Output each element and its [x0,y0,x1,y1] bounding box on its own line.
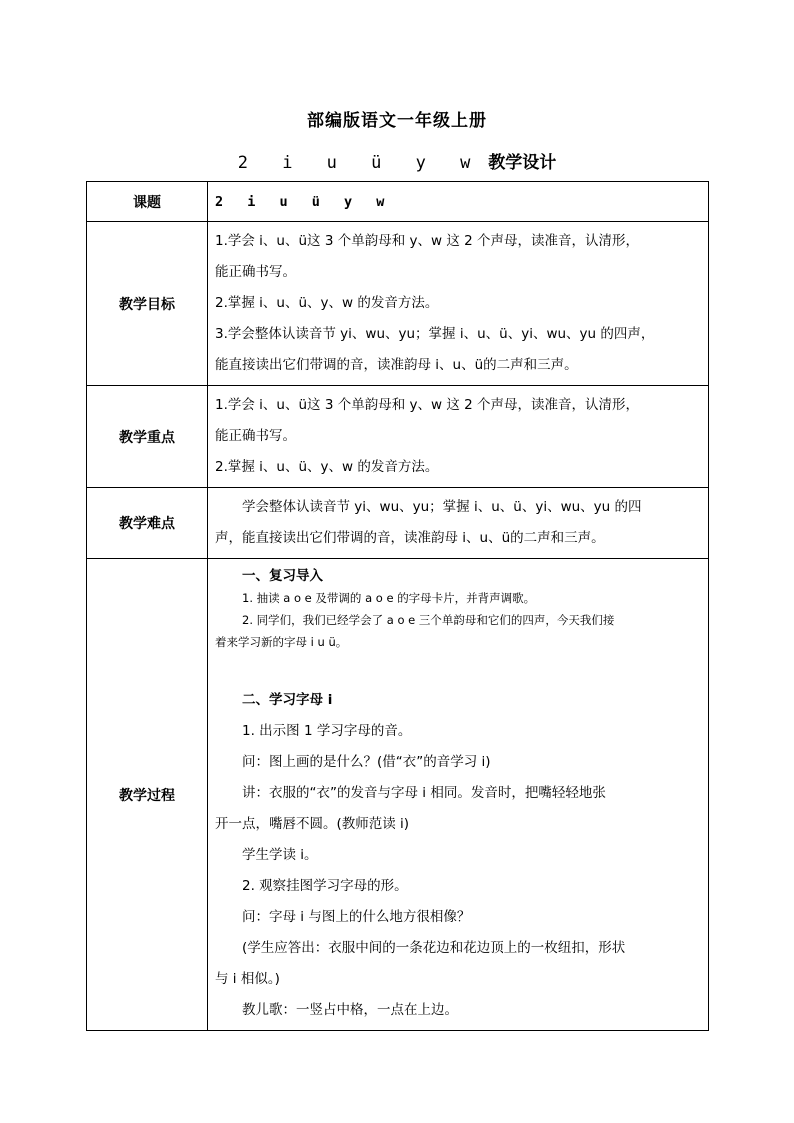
section-title: 二、学习字母 i [242,692,333,708]
process-line: 与 i 相似。) [215,971,280,987]
process-line: 讲：衣服的“衣”的发音与字母 i 相同。发音时，把嘴轻轻地张 [242,785,606,801]
process-line: 问：图上画的是什么？(借“衣”的音学习 i) [242,754,491,770]
label-difficulties: 教学难点 [87,488,208,559]
lesson-plan-table [86,181,709,1031]
value-difficulties [208,488,709,559]
process-line: 学生学读 i。 [242,847,318,863]
label-goals: 教学目标 [87,222,208,386]
label-key-points: 教学重点 [87,386,208,488]
value-process [208,559,709,1031]
row-goals [87,222,709,386]
process-line: 教儿歌：一竖占中格，一点在上边。 [242,1002,458,1018]
process-line: 开一点，嘴唇不圆。(教师范读 i) [215,816,410,832]
process-item: 2. 同学们，我们已经学会了 a o e 三个单韵母和它们的四声，今天我们接 [242,613,615,627]
label-topic: 课题 [87,182,208,222]
process-item: 着来学习新的字母 i u ü。 [215,635,348,649]
key-point-line: 1.学会 i、u、ü这 3 个单韵母和 y、w 这 2 个声母，读准音，认清形， [215,397,639,413]
process-item: 1. 抽读 a o e 及带调的 a o e 的字母卡片，并背声调歌。 [242,591,536,605]
key-point-line: 能正确书写。 [215,428,296,444]
process-line: 1. 出示图 1 学习字母的音。 [242,723,412,739]
row-topic [87,182,709,222]
process-line: 问：字母 i 与图上的什么地方很相像？ [242,909,471,925]
subtitle-suffix: 教学设计 [488,153,557,173]
row-difficulties [87,488,709,559]
value-key-points [208,386,709,488]
topic-letters: 2 i u ü y w [215,193,393,210]
document-subtitle [0,148,794,173]
value-topic [208,182,709,222]
document-title: 部编版语文一年级上册 [307,111,487,131]
difficulty-line: 学会整体认读音节 yi、wu、yu；掌握 i、u、ü、yi、wu、yu 的四 [242,499,642,515]
row-process [87,559,709,1031]
process-line: 2. 观察挂图学习字母的形。 [242,878,408,894]
section-title: 一、复习导入 [242,568,323,584]
goal-line: 3.学会整体认读音节 yi、wu、yu；掌握 i、u、ü、yi、wu、yu 的四声， [215,326,655,342]
goal-line: 能正确书写。 [215,264,296,280]
value-goals [208,222,709,386]
difficulty-line: 声，能直接读出它们带调的音，读准韵母 i、u、ü的二声和三声。 [215,530,605,546]
process-line: (学生应答出：衣服中间的一条花边和花边顶上的一枚纽扣，形状 [242,940,626,956]
goal-line: 2.掌握 i、u、ü、y、w 的发音方法。 [215,295,439,311]
row-key-points [87,386,709,488]
label-process: 教学过程 [87,559,208,1031]
goal-line: 1.学会 i、u、ü这 3 个单韵母和 y、w 这 2 个声母，读准音，认清形， [215,233,639,249]
goal-line: 能直接读出它们带调的音，读准韵母 i、u、ü的二声和三声。 [215,357,578,373]
key-point-line: 2.掌握 i、u、ü、y、w 的发音方法。 [215,459,439,475]
subtitle-letters: 2 i u ü y w [237,153,483,173]
